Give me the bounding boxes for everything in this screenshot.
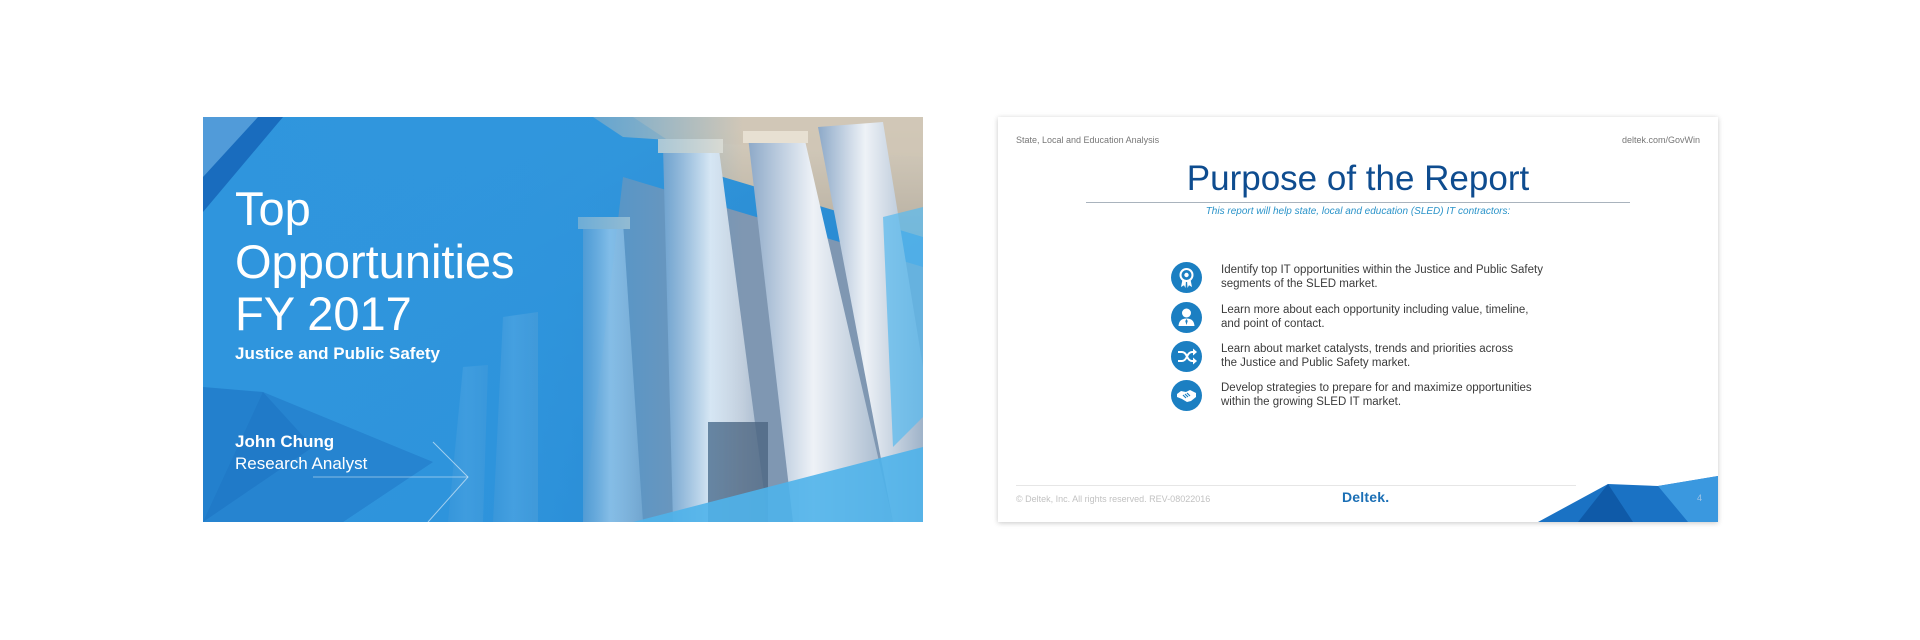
award-ribbon-icon bbox=[1171, 262, 1202, 293]
purpose-item-line-2: segments of the SLED market. bbox=[1221, 278, 1378, 290]
cover-title-line-1: Top bbox=[235, 182, 311, 235]
purpose-item bbox=[1171, 302, 1591, 336]
page-title: Purpose of the Report bbox=[1186, 159, 1530, 198]
purpose-item-line-2: the Justice and Public Safety market. bbox=[1221, 357, 1411, 369]
footer-divider bbox=[1016, 485, 1576, 486]
cover-subtitle: Justice and Public Safety bbox=[235, 344, 441, 363]
deltek-logo: Deltek. bbox=[1342, 489, 1390, 505]
purpose-item-line-2: within the growing SLED IT market. bbox=[1221, 396, 1402, 408]
footer-corner-graphic bbox=[1538, 476, 1718, 522]
purpose-slide bbox=[998, 117, 1718, 522]
handshake-icon bbox=[1171, 380, 1202, 411]
slide-header-url: deltek.com/GovWin bbox=[1621, 135, 1700, 145]
page-number: 4 bbox=[1696, 493, 1702, 503]
shuffle-arrows-icon bbox=[1171, 341, 1202, 372]
purpose-item-line-1: Identify top IT opportunities within the Justice and Public Safety bbox=[1221, 264, 1543, 276]
author-name: John Chung bbox=[235, 432, 335, 451]
purpose-item bbox=[1171, 380, 1591, 414]
intro-text: This report will help state, local and education (SLED) IT contractors: bbox=[1205, 206, 1511, 217]
cover-slide bbox=[203, 117, 923, 522]
footer-copyright: © Deltek, Inc. All rights reserved. REV-08022016 bbox=[1016, 494, 1211, 504]
cover-title-line-2: Opportunities bbox=[235, 235, 515, 288]
person-icon bbox=[1171, 302, 1202, 333]
purpose-item-line-1: Develop strategies to prepare for and maximize opportunities bbox=[1221, 382, 1532, 394]
purpose-item bbox=[1171, 262, 1591, 296]
author-role: Research Analyst bbox=[235, 454, 368, 473]
purpose-item-line-2: and point of contact. bbox=[1221, 318, 1325, 330]
title-divider bbox=[1086, 202, 1630, 203]
cover-title-line-3: FY 2017 bbox=[235, 287, 412, 340]
slide-header-section: State, Local and Education Analysis bbox=[1016, 135, 1160, 145]
purpose-item-line-1: Learn more about each opportunity including value, timeline, bbox=[1221, 304, 1529, 316]
purpose-item bbox=[1171, 341, 1591, 375]
purpose-item-line-1: Learn about market catalysts, trends and priorities across bbox=[1221, 343, 1514, 355]
